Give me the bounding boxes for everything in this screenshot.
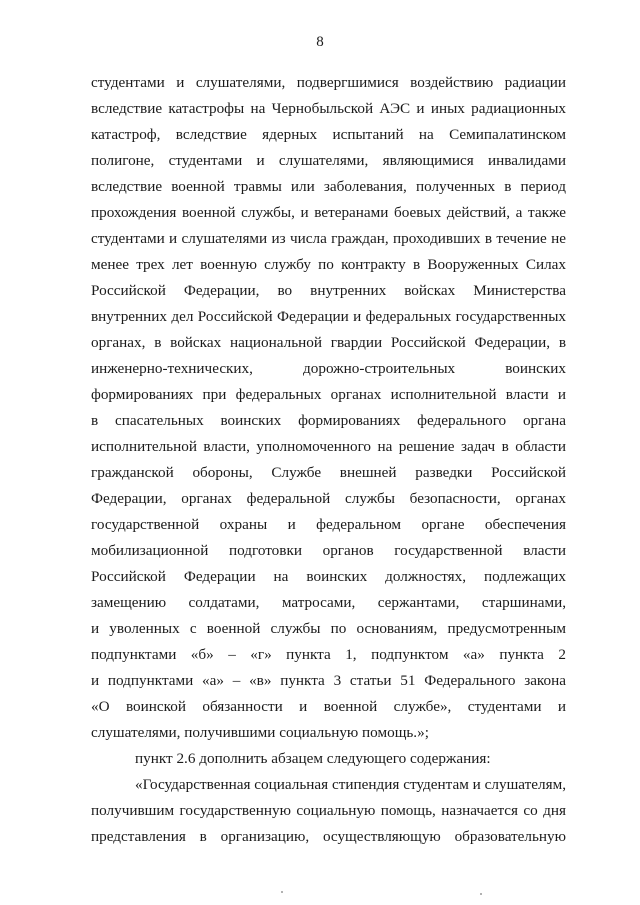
text-line: Российской Федерации, во внутренних войсках Министерства — [91, 282, 566, 299]
text-line: полигоне, студентами и слушателями, являющимися инвалидами — [91, 152, 566, 169]
text-line: Российской Федерации на воинских должностях, подлежащих — [91, 568, 566, 585]
text-line: Федерации, органах федеральной службы безопасности, органах — [91, 490, 566, 507]
text-line: внутренних дел Российской Федерации и федеральных государственных — [91, 308, 566, 325]
text-line: формированиях при федеральных органах исполнительной власти и — [91, 386, 566, 403]
text-line: исполнительной власти, уполномоченного на решение задач в области — [91, 438, 566, 455]
scan-speck — [281, 891, 283, 893]
text-line: студентами и слушателями, подвергшимися воздействию радиации — [91, 74, 566, 91]
text-line: вследствие военной травмы или заболевания, полученных в период — [91, 178, 566, 195]
text-line: представления в организацию, осуществляющую образовательную — [91, 828, 566, 845]
text-line: инженерно-технических, дорожно-строительных воинских — [91, 360, 566, 377]
text-line: вследствие катастрофы на Чернобыльской АЭС и иных радиационных — [91, 100, 566, 117]
text-line: студентами и слушателями из числа граждан, проходивших в течение не — [91, 230, 566, 247]
text-line: государственной охраны и федеральном органе обеспечения — [91, 516, 566, 533]
text-line: и подпунктами «а» – «в» пункта 3 статьи 51 Федерального закона — [91, 672, 566, 689]
text-line: подпунктами «б» – «г» пункта 1, подпунктом «а» пункта 2 — [91, 646, 566, 663]
text-line: мобилизационной подготовки органов государственной власти — [91, 542, 566, 559]
text-line: «О воинской обязанности и военной службе», студентами и — [91, 698, 566, 715]
page-number: 8 — [316, 34, 324, 50]
text-line-indented: пункт 2.6 дополнить абзацем следующего содержания: — [135, 750, 491, 767]
text-line: гражданской обороны, Службе внешней разведки Российской — [91, 464, 566, 481]
text-line: прохождения военной службы, и ветеранами боевых действий, а также — [91, 204, 566, 221]
text-line: органах, в войсках национальной гвардии Российской Федерации, в — [91, 334, 566, 351]
text-line: слушателями, получившими социальную помощь.»; — [91, 724, 429, 741]
text-line: замещению солдатами, матросами, сержантами, старшинами, — [91, 594, 566, 611]
text-line: катастроф, вследствие ядерных испытаний на Семипалатинском — [91, 126, 566, 143]
text-line: и уволенных с военной службы по основаниям, предусмотренным — [91, 620, 566, 637]
scan-speck — [480, 893, 482, 895]
text-line: в спасательных воинских формированиях федерального органа — [91, 412, 566, 429]
text-line-indented: «Государственная социальная стипендия студентам и слушателям, — [135, 776, 566, 793]
text-line: менее трех лет военную службу по контракту в Вооруженных Силах — [91, 256, 566, 273]
text-line: получившим государственную социальную помощь, назначается со дня — [91, 802, 566, 819]
